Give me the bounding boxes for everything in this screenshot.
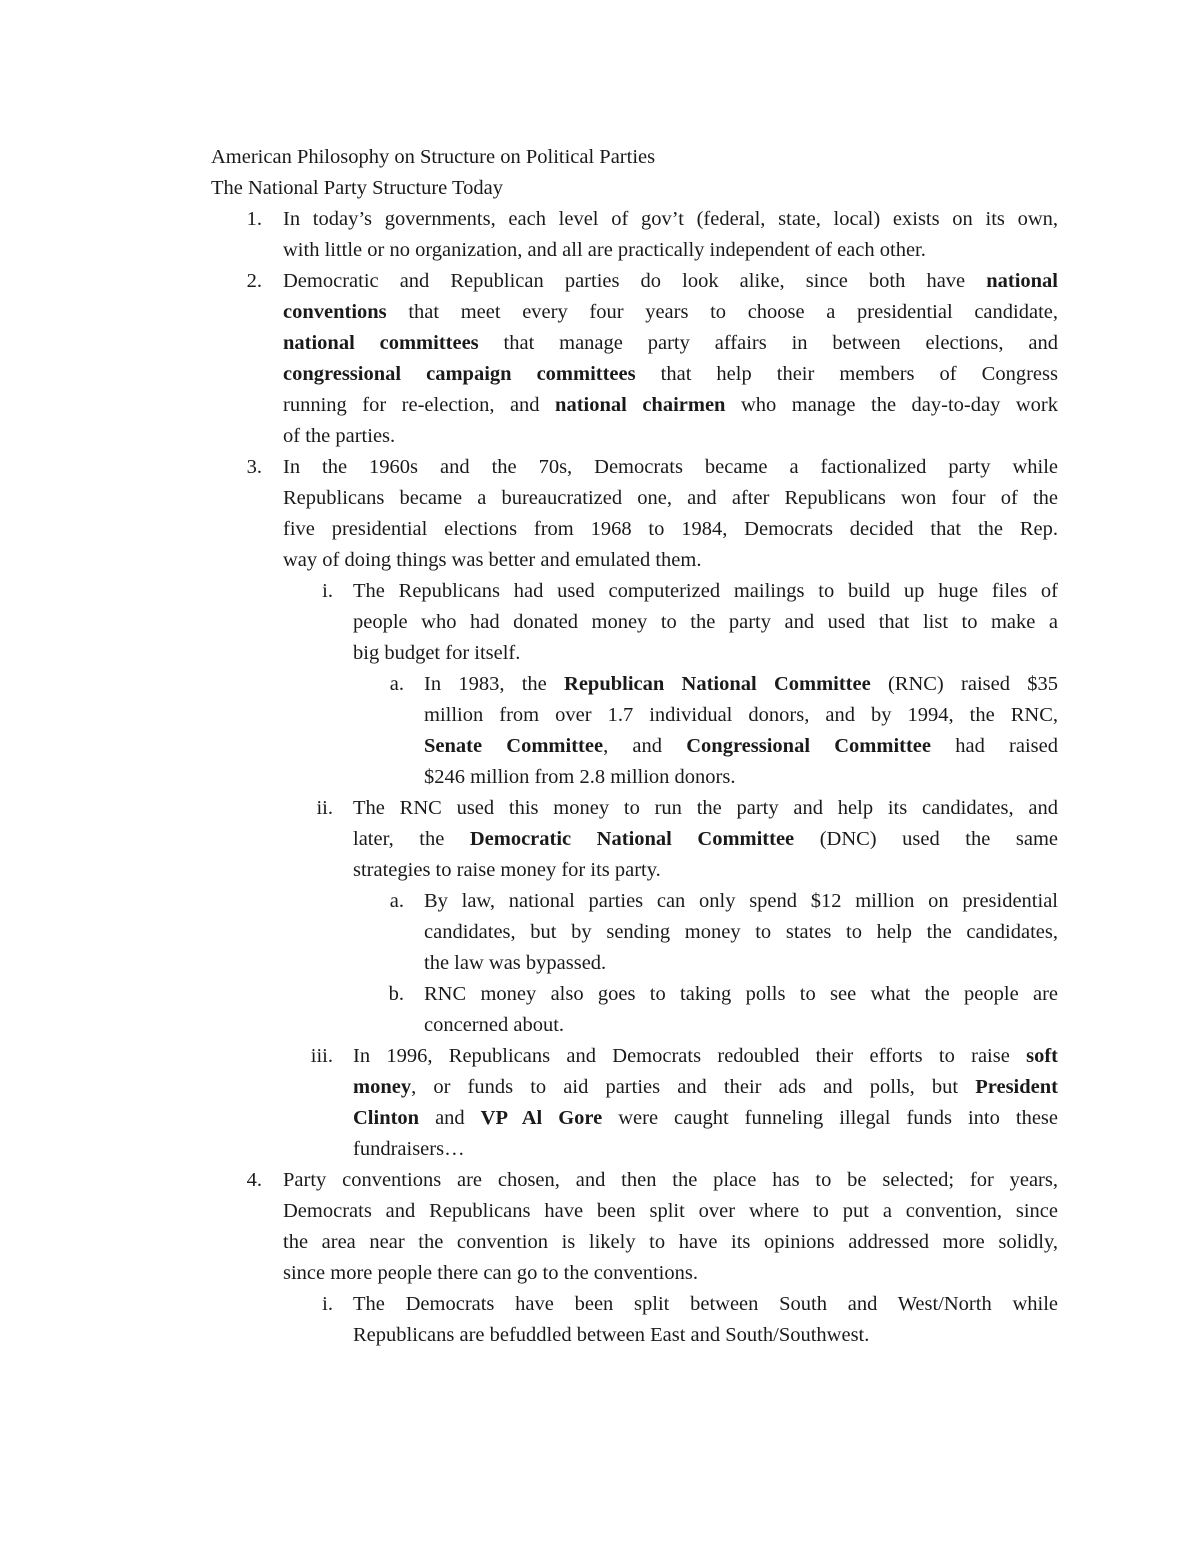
list-item-line xyxy=(0,855,1200,886)
list-item-text xyxy=(283,1227,1058,1258)
bold-term: VP Al Gore xyxy=(480,1107,603,1129)
list-item-line xyxy=(0,328,1200,359)
list-item-line xyxy=(0,1041,1200,1072)
list-item-text xyxy=(283,545,701,576)
list-marker: a. xyxy=(389,673,404,695)
document-title: American Philosophy on Structure on Political Parties xyxy=(211,146,656,168)
bold-term: national chairmen xyxy=(555,394,726,416)
list-item-line xyxy=(0,1010,1200,1041)
list-item-text xyxy=(283,235,926,266)
list-item-text xyxy=(353,824,1058,855)
text-run: Democrats and Republicans have been split over where to put a convention, since xyxy=(283,1200,1058,1222)
list-item-line xyxy=(0,1134,1200,1165)
list-marker: 4. xyxy=(246,1169,262,1191)
text-run: strategies to raise money for its party. xyxy=(353,859,661,881)
list-item-line xyxy=(0,1258,1200,1289)
list-item-text xyxy=(353,607,1058,638)
list-item-line xyxy=(0,204,1200,235)
text-run: million from over 1.7 individual donors, and by 1994, the RNC, xyxy=(424,704,1058,726)
text-run: that meet every four years to choose a presidential candidate, xyxy=(386,301,1058,323)
list-item-text xyxy=(353,1072,1058,1103)
list-item-text xyxy=(283,204,1058,235)
text-run: In 1996, Republicans and Democrats redoubled their efforts to raise xyxy=(353,1045,1027,1067)
list-item-line xyxy=(0,1072,1200,1103)
text-run: five presidential elections from 1968 to 1984, Democrats decided that the Rep. xyxy=(283,518,1058,540)
list-item-text xyxy=(283,452,1058,483)
list-item-text xyxy=(424,762,735,793)
list-marker: 2. xyxy=(246,270,262,292)
text-run: In today’s governments, each level of gov’t (federal, state, local) exists on its own, xyxy=(283,208,1058,230)
text-run: Party conventions are chosen, and then the place has to be selected; for years, xyxy=(283,1169,1058,1191)
text-run: (DNC) used the same xyxy=(794,828,1058,850)
document-subtitle: The National Party Structure Today xyxy=(211,177,503,199)
list-item-text xyxy=(283,514,1058,545)
list-item-text xyxy=(353,638,520,669)
bold-term: soft xyxy=(1026,1045,1058,1067)
text-run: with little or no organization, and all are practically independent of each other. xyxy=(283,239,926,261)
list-item-text xyxy=(424,948,606,979)
list-item-text xyxy=(283,359,1058,390)
list-item-line xyxy=(0,1227,1200,1258)
list-item-line xyxy=(0,1289,1200,1320)
list-item-line xyxy=(0,452,1200,483)
text-run: who manage the day-to-day work xyxy=(725,394,1058,416)
list-item-line xyxy=(0,514,1200,545)
bold-term: Congressional Committee xyxy=(686,735,931,757)
list-item-line xyxy=(0,824,1200,855)
list-item-text xyxy=(283,483,1058,514)
list-item-text xyxy=(283,328,1058,359)
text-run: people who had donated money to the party and used that list to make a xyxy=(353,611,1058,633)
text-run: In 1983, the xyxy=(424,673,565,695)
bold-term: national xyxy=(986,270,1058,292)
text-run: The Republicans had used computerized mailings to build up huge files of xyxy=(353,580,1058,602)
text-run: , and xyxy=(603,735,687,757)
list-item-text xyxy=(283,421,395,452)
text-run: of the parties. xyxy=(283,425,396,447)
list-item-line xyxy=(0,607,1200,638)
list-item-line xyxy=(0,1320,1200,1351)
bold-term: conventions xyxy=(283,301,387,323)
text-run: , or funds to aid parties and their ads and polls, but xyxy=(411,1076,976,1098)
text-run: big budget for itself. xyxy=(353,642,521,664)
text-run: $246 million from 2.8 million donors. xyxy=(424,766,736,788)
list-item-text xyxy=(283,1196,1058,1227)
text-run: concerned about. xyxy=(424,1014,565,1036)
document-title-line xyxy=(0,142,1200,173)
list-item-line xyxy=(0,421,1200,452)
list-marker: b. xyxy=(388,983,404,1005)
list-item-text xyxy=(424,700,1058,731)
list-item-line xyxy=(0,545,1200,576)
text-run: the area near the convention is likely to have its opinions addressed more solidly, xyxy=(283,1231,1058,1253)
list-marker: iii. xyxy=(310,1045,333,1067)
list-item-text xyxy=(353,855,661,886)
list-item-text xyxy=(283,297,1058,328)
list-item-text xyxy=(424,731,1058,762)
bold-term: President xyxy=(975,1076,1058,1098)
text-run: that manage party affairs in between elections, and xyxy=(478,332,1058,354)
list-marker: a. xyxy=(389,890,404,912)
list-item-line xyxy=(0,1165,1200,1196)
list-marker: 3. xyxy=(246,456,262,478)
list-item-text xyxy=(424,917,1058,948)
list-item-text xyxy=(353,1320,869,1351)
list-item-text xyxy=(283,390,1058,421)
bold-term: congressional campaign committees xyxy=(283,363,636,385)
text-run: RNC money also goes to taking polls to see what the people are xyxy=(424,983,1058,1005)
text-run: the law was bypassed. xyxy=(424,952,607,974)
list-item-line xyxy=(0,576,1200,607)
text-run: later, the xyxy=(353,828,470,850)
list-item-line xyxy=(0,700,1200,731)
list-item-line xyxy=(0,886,1200,917)
list-item-line xyxy=(0,1196,1200,1227)
text-run: The Democrats have been split between South and West/North while xyxy=(353,1293,1058,1315)
text-run: candidates, but by sending money to states to help the candidates, xyxy=(424,921,1058,943)
text-run: Democratic and Republican parties do look alike, since both have xyxy=(283,270,987,292)
list-marker: ii. xyxy=(316,797,333,819)
document-subtitle-line xyxy=(0,173,1200,204)
list-item-text xyxy=(353,576,1058,607)
text-run: Republicans are befuddled between East and South/Southwest. xyxy=(353,1324,870,1346)
list-item-text xyxy=(283,1165,1058,1196)
list-item-text xyxy=(424,669,1058,700)
list-item-line xyxy=(0,390,1200,421)
list-item-text xyxy=(353,1103,1058,1134)
list-item-line xyxy=(0,762,1200,793)
list-item-text xyxy=(353,793,1058,824)
bold-term: national committees xyxy=(283,332,479,354)
list-item-line xyxy=(0,359,1200,390)
text-run: since more people there can go to the conventions. xyxy=(283,1262,698,1284)
list-item-line xyxy=(0,297,1200,328)
list-item-text xyxy=(424,886,1058,917)
list-item-line xyxy=(0,266,1200,297)
bold-term: Republican National Committee xyxy=(564,673,871,695)
text-run: that help their members of Congress xyxy=(635,363,1058,385)
bold-term: Democratic National Committee xyxy=(469,828,795,850)
list-item-line xyxy=(0,731,1200,762)
list-marker: i. xyxy=(322,580,333,602)
text-run: By law, national parties can only spend $12 million on presidential xyxy=(424,890,1058,912)
list-item-line xyxy=(0,793,1200,824)
list-item-text xyxy=(353,1289,1058,1320)
list-item-text xyxy=(353,1134,465,1165)
text-run: were caught funneling illegal funds into these xyxy=(602,1107,1058,1129)
list-item-line xyxy=(0,1103,1200,1134)
list-marker: i. xyxy=(322,1293,333,1315)
list-item-line xyxy=(0,948,1200,979)
list-item-line xyxy=(0,917,1200,948)
list-marker: 1. xyxy=(246,208,262,230)
text-run: and xyxy=(419,1107,481,1129)
list-item-text xyxy=(283,1258,698,1289)
list-item-line xyxy=(0,638,1200,669)
text-run: In the 1960s and the 70s, Democrats became a factionalized party while xyxy=(283,456,1058,478)
list-item-text xyxy=(283,266,1058,297)
list-item-line xyxy=(0,979,1200,1010)
list-item-line xyxy=(0,669,1200,700)
bold-term: Clinton xyxy=(353,1107,420,1129)
text-run: Republicans became a bureaucratized one, and after Republicans won four of the xyxy=(283,487,1058,509)
text-run: way of doing things was better and emulated them. xyxy=(283,549,702,571)
list-item-text xyxy=(353,1041,1058,1072)
text-run: had raised xyxy=(931,735,1058,757)
list-item-text xyxy=(424,979,1058,1010)
bold-term: Senate Committee xyxy=(424,735,604,757)
text-run: (RNC) raised $35 xyxy=(870,673,1058,695)
list-item-line xyxy=(0,235,1200,266)
list-item-line xyxy=(0,483,1200,514)
text-run: running for re-election, and xyxy=(283,394,556,416)
list-item-text xyxy=(424,1010,564,1041)
text-run: The RNC used this money to run the party and help its candidates, and xyxy=(353,797,1058,819)
text-run: fundraisers… xyxy=(353,1138,465,1160)
bold-term: money xyxy=(353,1076,412,1098)
